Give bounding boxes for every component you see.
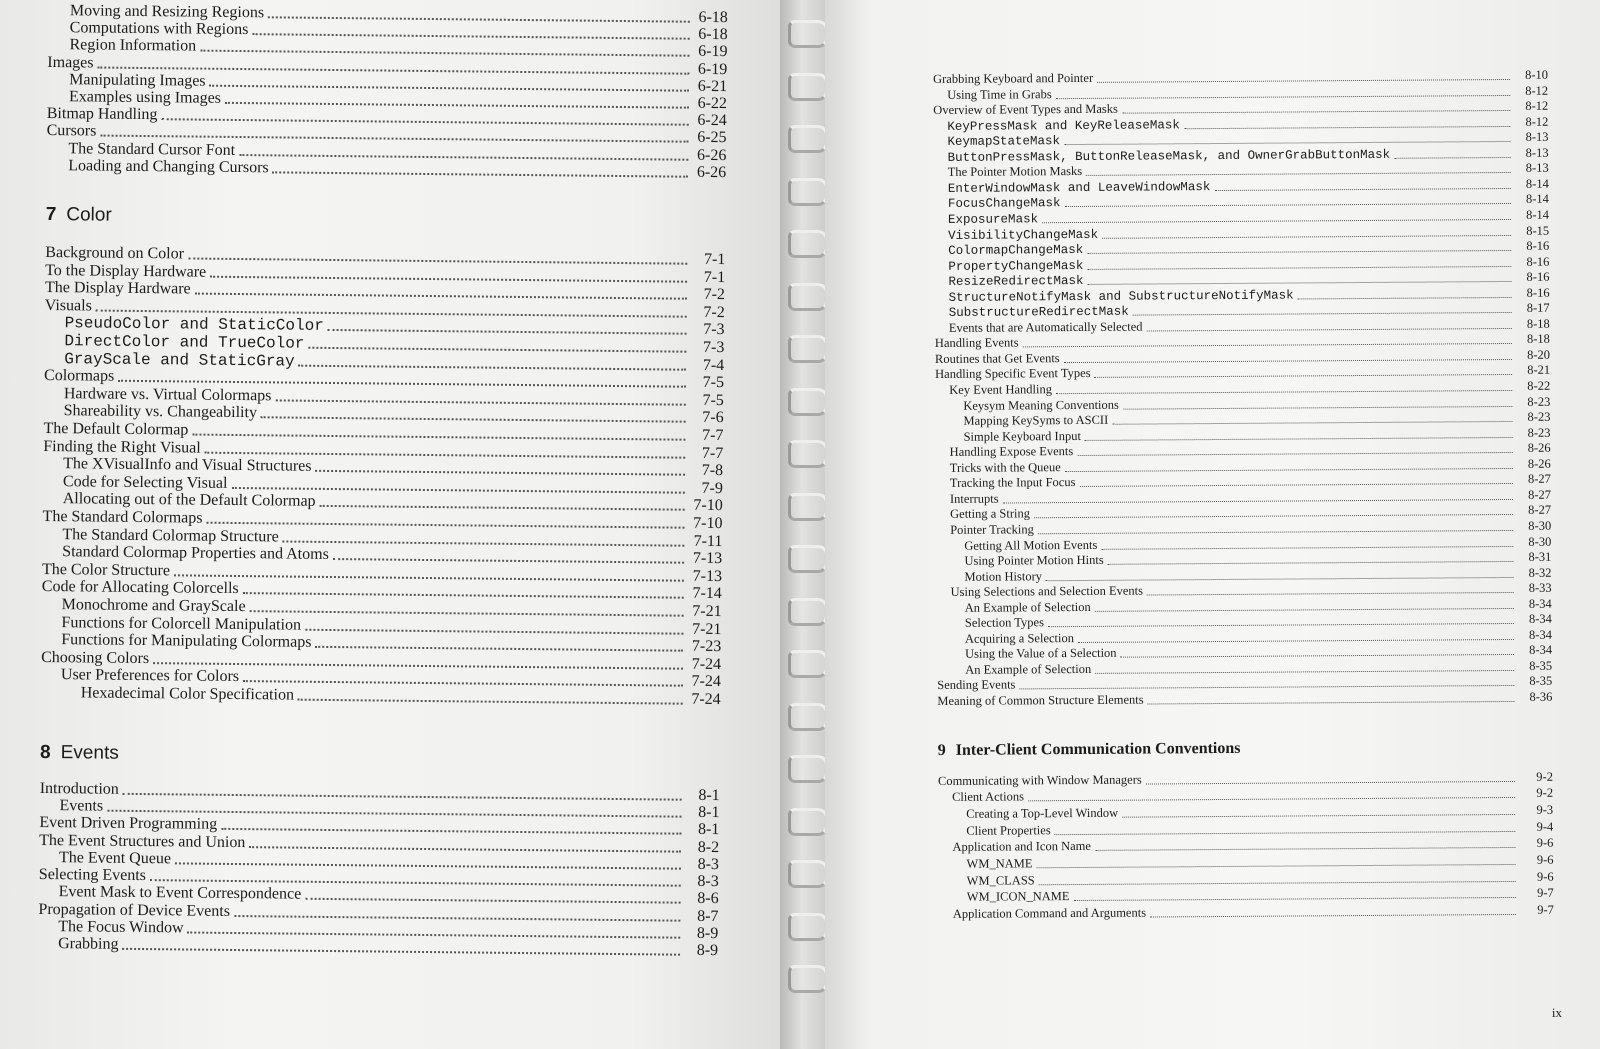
toc-entry-page: 8-13: [1525, 129, 1549, 145]
toc-entry-title: KeyPressMask and KeyReleaseMask: [947, 117, 1180, 134]
dot-leader: [1019, 685, 1514, 689]
toc-entry-title: The Standard Cursor Font: [68, 139, 236, 159]
toc-entry-page: 8-26: [1527, 456, 1551, 471]
dot-leader: [1085, 437, 1513, 441]
dot-leader: [1086, 172, 1511, 176]
toc-entry-title: Allocating out of the Default Colormap: [62, 490, 316, 511]
dot-leader: [1121, 654, 1515, 658]
dot-leader: [1101, 545, 1513, 549]
toc-entry-title: Hexadecimal Color Specification: [80, 684, 295, 704]
toc-entry-page: 7-11: [693, 532, 723, 550]
toc-entry-title: Monochrome and GrayScale: [61, 596, 246, 616]
toc-entry-page: 8-34: [1529, 643, 1553, 658]
toc-entry-page: 9-6: [1536, 852, 1554, 867]
toc-entry-page: 9-2: [1536, 785, 1554, 801]
toc-entry: [939, 903, 1554, 922]
toc-entry-title: User Preferences for Colors: [60, 666, 240, 686]
chapter-number: 7: [45, 203, 57, 226]
dot-leader: [1214, 188, 1510, 191]
toc-entry-title: Examples using Images: [68, 88, 222, 107]
dot-leader: [122, 948, 680, 956]
toc-entry-title: Shareability vs. Changeability: [63, 402, 258, 422]
toc-entry-page: 8-15: [1526, 223, 1550, 238]
dot-leader: [1147, 592, 1514, 596]
toc-entry-page: 7-6: [702, 409, 724, 427]
toc-entry-title: Application Command and Arguments: [952, 905, 1147, 922]
toc-entry-title: Using Selections and Selection Events: [950, 583, 1144, 600]
dot-leader: [1148, 701, 1515, 705]
dot-leader: [315, 646, 683, 652]
dot-leader: [1095, 374, 1513, 378]
toc-entry-page: 8-14: [1526, 207, 1550, 222]
dot-leader: [1064, 203, 1510, 207]
toc-entry-page: 8-36: [1529, 689, 1553, 704]
toc-entry-page: 8-34: [1528, 596, 1552, 611]
chapter-number: 9: [937, 741, 946, 759]
dot-leader: [1095, 847, 1515, 851]
toc-entry-page: 7-24: [691, 655, 722, 673]
toc-entry-page: 6-19: [697, 60, 728, 78]
binding-coil: [788, 125, 828, 153]
toc-entry-page: 7-8: [701, 462, 724, 480]
toc-entry-title: The Event Structures and Union: [39, 831, 246, 851]
toc-entry-title: Key Event Handling: [949, 382, 1053, 397]
toc-entry-title: Application and Icon Name: [952, 839, 1091, 855]
toc-entry-page: 8-1: [698, 786, 720, 804]
toc-entry-page: 8-16: [1526, 238, 1550, 253]
toc-entry-page: 8-27: [1527, 471, 1551, 487]
dot-leader: [1078, 639, 1514, 643]
toc-entry-page: 8-12: [1525, 114, 1549, 129]
toc-entry-title: Creating a Top-Level Window: [966, 805, 1119, 821]
dot-leader: [1056, 390, 1512, 394]
toc-entry-title: Meaning of Common Structure Elements: [937, 692, 1144, 708]
toc-entry-page: 8-16: [1526, 285, 1550, 300]
toc-entry-title: Tracking the Input Focus: [949, 475, 1076, 491]
toc-entry-page: 6-25: [697, 129, 727, 147]
toc-entry-page: 7-5: [702, 374, 725, 392]
toc-entry-title: Introduction: [39, 779, 119, 798]
dot-leader: [1077, 452, 1512, 456]
toc-entry-page: 8-2: [697, 838, 720, 856]
binding-coil: [788, 808, 828, 836]
dot-leader: [1034, 514, 1513, 518]
toc-entry-title: Keysym Meaning Conventions: [963, 397, 1119, 413]
toc-entry-page: 7-9: [701, 479, 724, 497]
dot-leader: [1023, 343, 1512, 347]
toc-entry-page: 8-7: [697, 907, 719, 925]
dot-leader: [299, 364, 687, 370]
dot-leader: [1097, 79, 1510, 83]
toc-entry-title: Choosing Colors: [41, 648, 150, 667]
toc-entry-title: Event Mask to Event Correspondence: [58, 883, 302, 904]
toc-entry-page: 7-10: [693, 514, 723, 533]
toc-entry-title: Using Time in Grabs: [947, 86, 1052, 102]
toc-entry-page: 7-2: [703, 286, 726, 304]
toc-entry-title: FocusChangeMask: [947, 196, 1061, 212]
dot-leader: [1394, 157, 1510, 159]
toc-entry-page: 7-1: [703, 268, 726, 286]
toc-entry-title: Finding the Right Visual: [43, 437, 201, 457]
toc-entry-title: To the Display Hardware: [45, 261, 207, 281]
dot-leader: [1112, 421, 1512, 425]
toc-entry-title: Communicating with Window Managers: [937, 772, 1142, 788]
toc-entry-title: Tricks with the Queue: [949, 459, 1061, 475]
toc-entry-page: 8-9: [696, 924, 719, 943]
toc-entry-title: Mapping KeySyms to ASCII: [963, 412, 1109, 428]
toc-entry: [937, 690, 1552, 709]
toc-entry-page: 9-3: [1536, 802, 1554, 817]
chapter-number: 8: [40, 741, 51, 763]
toc-entry-title: Standard Colormap Properties and Atoms: [62, 543, 329, 564]
binding-coil: [788, 913, 828, 941]
toc-entry-page: 8-30: [1528, 518, 1552, 533]
toc-entry-page: 9-2: [1536, 769, 1553, 784]
toc-entry-page: 7-24: [691, 690, 721, 709]
chapter-heading: [40, 742, 119, 765]
toc-entry-title: Handling Specific Event Types: [935, 366, 1091, 382]
dot-leader: [1108, 561, 1514, 565]
dot-leader: [305, 628, 683, 634]
toc-entry-page: 8-31: [1528, 549, 1552, 564]
dot-leader: [298, 699, 683, 705]
toc-entry-page: 8-6: [697, 890, 719, 908]
binding-coil: [788, 545, 828, 573]
dot-leader: [1055, 831, 1516, 835]
toc-entry-page: 8-35: [1529, 674, 1553, 689]
dot-leader: [1298, 297, 1512, 299]
dot-leader: [1184, 126, 1510, 129]
chapter-heading: [938, 739, 1241, 759]
toc-entry-page: 9-6: [1536, 869, 1554, 884]
binding-coil: [788, 965, 828, 993]
toc-entry-page: 8-26: [1527, 440, 1551, 456]
dot-leader: [1064, 359, 1512, 363]
toc-entry-page: 8-27: [1527, 487, 1552, 502]
toc-entry-page: 8-16: [1526, 254, 1550, 269]
dot-leader: [1064, 141, 1510, 145]
toc-entry-page: 8-17: [1526, 300, 1550, 316]
page-number: ix: [1551, 1005, 1562, 1020]
chapter-title: Color: [66, 204, 112, 226]
toc-entry-title: Cursors: [46, 122, 97, 140]
toc-entry-page: 7-10: [693, 497, 723, 515]
dot-leader: [1037, 864, 1516, 868]
toc-entry-title: PseudoColor and StaticColor: [64, 314, 324, 336]
toc-entry-page: 6-24: [697, 111, 727, 130]
dot-leader: [308, 347, 686, 353]
toc-entry-title: Using Pointer Motion Hints: [964, 552, 1104, 568]
toc-entry-title: WM_NAME: [966, 856, 1033, 871]
toc-entry-title: VisibilityChangeMask: [948, 227, 1099, 243]
toc-entry-page: 7-3: [703, 321, 725, 339]
toc-entry-page: 7-23: [691, 637, 722, 656]
toc-right-column: [933, 67, 1554, 922]
dot-leader: [1048, 623, 1514, 627]
toc-entry-page: 9-7: [1537, 902, 1554, 917]
toc-entry-page: 8-14: [1525, 176, 1549, 191]
dot-leader: [1074, 897, 1516, 901]
toc-entry-page: 8-32: [1528, 565, 1552, 580]
toc-entry-title: Hardware vs. Virtual Colormaps: [63, 384, 272, 405]
toc-entry-page: 8-34: [1528, 611, 1552, 627]
toc-entry-page: 8-13: [1525, 145, 1549, 160]
toc-entry-title: Code for Selecting Visual: [62, 472, 228, 492]
toc-entry-title: Visuals: [44, 296, 92, 315]
toc-left-column: [38, 0, 728, 960]
toc-entry-title: WM_CLASS: [966, 873, 1035, 888]
chapter-title: Inter-Client Communication Conventions: [955, 739, 1241, 759]
toc-entry-title: WM_ICON_NAME: [966, 889, 1070, 905]
toc-entry-title: The Color Structure: [41, 560, 171, 580]
toc-entry-page: 8-9: [696, 942, 719, 960]
dot-leader: [333, 558, 684, 564]
dot-leader: [1056, 95, 1510, 99]
toc-entry-title: Functions for Manipulating Colormaps: [61, 631, 312, 651]
toc-entry-page: 8-23: [1527, 394, 1551, 409]
dot-leader: [1122, 110, 1510, 114]
toc-entry-page: 8-10: [1525, 67, 1549, 82]
toc-entry-page: 8-13: [1525, 161, 1549, 176]
toc-entry-title: Grabbing: [58, 935, 119, 954]
toc-entry-title: The Standard Colormaps: [42, 507, 203, 527]
binding-coil: [788, 440, 828, 468]
toc-entry-page: 8-22: [1527, 378, 1551, 393]
toc-entry-page: 7-7: [701, 444, 724, 462]
dot-leader: [1102, 234, 1511, 238]
toc-entry-title: Region Information: [69, 36, 197, 55]
dot-leader: [1042, 219, 1511, 223]
toc-entry-title: An Example of Selection: [965, 661, 1092, 677]
binding-coil: [788, 178, 828, 206]
toc-entry-page: 6-21: [697, 77, 728, 95]
toc-entry-page: 8-30: [1528, 534, 1552, 549]
dot-leader: [1088, 281, 1512, 285]
toc-entry-title: Bitmap Handling: [46, 105, 158, 124]
toc-entry-page: 8-23: [1527, 409, 1551, 424]
dot-leader: [1095, 670, 1514, 674]
toc-entry-page: 6-26: [696, 163, 727, 181]
toc-entry-title: KeymapStateMask: [947, 134, 1061, 150]
toc-entry-title: The Pointer Motion Masks: [947, 164, 1083, 180]
dot-leader: [328, 329, 687, 335]
toc-entry-title: DirectColor and TrueColor: [64, 332, 305, 353]
toc-entry-title: Getting All Motion Events: [964, 537, 1098, 553]
toc-entry-title: Propagation of Device Events: [38, 900, 231, 920]
dot-leader: [1146, 781, 1515, 785]
toc-entry-title: Colormaps: [43, 367, 115, 385]
dot-leader: [1065, 468, 1513, 472]
chapter-title: Events: [60, 741, 119, 764]
toc-entry-page: 7-3: [702, 338, 725, 357]
toc-entry-page: 7-21: [692, 620, 722, 638]
toc-entry-title: Getting a String: [950, 506, 1030, 522]
toc-entry-page: 8-23: [1527, 425, 1551, 440]
toc-entry-page: 7-24: [691, 673, 721, 691]
toc-entry-title: Handling Expose Events: [949, 444, 1074, 460]
dot-leader: [1039, 881, 1516, 885]
right-page: [825, 0, 1600, 1049]
toc-entry-page: 8-3: [697, 872, 719, 891]
toc-entry-page: 6-26: [696, 146, 727, 164]
toc-entry-title: Client Properties: [966, 822, 1051, 838]
toc-entry-page: 8-1: [697, 821, 720, 839]
toc-entry-title: Sending Events: [937, 677, 1016, 693]
toc-entry-page: 9-4: [1536, 819, 1554, 834]
toc-entry-page: 9-7: [1537, 886, 1554, 901]
binding-coil: [788, 493, 828, 521]
dot-leader: [1146, 328, 1511, 332]
toc-entry-title: EnterWindowMask and LeaveWindowMask: [947, 179, 1211, 196]
toc-entry-title: Acquiring a Selection: [964, 630, 1075, 646]
toc-entry-page: 7-2: [703, 303, 725, 321]
toc-entry-title: The Standard Colormap Structure: [62, 525, 279, 546]
dot-leader: [1122, 814, 1515, 818]
binding-coil: [788, 598, 828, 626]
toc-entry-title: Client Actions: [952, 789, 1024, 805]
toc-entry-title: Motion History: [964, 568, 1043, 584]
toc-entry-title: Functions for Colorcell Manipulation: [61, 613, 302, 634]
dot-leader: [315, 470, 685, 476]
dot-leader: [273, 171, 689, 177]
toc-entry-title: GrayScale and StaticGray: [64, 349, 295, 371]
toc-entry-title: SubstructureRedirectMask: [948, 304, 1129, 321]
toc-entry-title: Selection Types: [964, 615, 1044, 631]
toc-entry-title: Images: [47, 53, 94, 72]
binding-coil: [788, 283, 828, 311]
toc-entry-page: 8-18: [1526, 332, 1550, 347]
toc-entry-title: Overview of Event Types and Masks: [933, 101, 1118, 118]
left-page: [0, 0, 790, 1049]
binding-coil: [788, 388, 828, 416]
toc-entry-page: 7-14: [692, 585, 722, 603]
toc-entry-title: StructureNotifyMask and SubstructureNotifyMask: [948, 288, 1294, 305]
toc-entry-page: 8-14: [1525, 192, 1549, 207]
toc-entry-page: 7-13: [692, 567, 723, 585]
toc-entry-title: An Example of Selection: [964, 599, 1091, 615]
dot-leader: [1123, 406, 1512, 410]
toc-entry-title: Using the Value of a Selection: [965, 646, 1117, 662]
toc-entry-title: PropertyChangeMask: [948, 258, 1084, 274]
dot-leader: [1150, 914, 1516, 918]
toc-entry-page: 8-16: [1526, 269, 1550, 285]
dot-leader: [1079, 483, 1512, 487]
toc-entry-title: Simple Keyboard Input: [963, 428, 1081, 444]
toc-entry-page: 6-18: [698, 26, 728, 44]
toc-entry-title: Loading and Changing Cursors: [68, 157, 269, 177]
toc-entry-page: 7-5: [702, 391, 724, 409]
toc-entry-title: Grabbing Keyboard and Pointer: [933, 70, 1094, 86]
toc-entry-title: The XVisualInfo and Visual Structures: [63, 455, 312, 475]
toc-entry-page: 7-13: [692, 549, 723, 568]
toc-entry-page: 8-35: [1529, 658, 1553, 673]
toc-entry-page: 6-19: [698, 43, 728, 61]
dot-leader: [1133, 312, 1512, 316]
binding-coil: [788, 20, 828, 48]
toc-entry-page: 8-21: [1527, 363, 1551, 378]
toc-entry-page: 8-12: [1525, 83, 1549, 98]
toc-entry-title: Code for Allocating Colorcells: [41, 578, 239, 598]
chapter-heading: [46, 204, 112, 227]
toc-entry-title: Handling Events: [934, 335, 1019, 351]
toc-entry-page: 8-18: [1526, 316, 1550, 331]
toc-entry-title: Computations with Regions: [69, 19, 249, 39]
dot-leader: [1087, 266, 1511, 270]
toc-entry-title: Event Driven Programming: [39, 814, 218, 834]
toc-entry-title: Selecting Events: [38, 866, 147, 885]
toc-entry-title: ButtonPressMask, ButtonReleaseMask, and OwnerGrabButtonMask: [947, 147, 1391, 165]
binding-coil: [788, 335, 828, 363]
toc-entry-title: Events: [59, 797, 104, 815]
binding-coil: [788, 860, 828, 888]
toc-entry-title: Background on Color: [45, 243, 185, 263]
toc-entry-title: The Default Colormap: [43, 419, 189, 439]
binding-coil: [788, 230, 828, 258]
toc-entry-page: 8-12: [1525, 98, 1549, 113]
toc-entry-title: Moving and Resizing Regions: [69, 2, 265, 22]
toc-entry-title: The Display Hardware: [44, 279, 191, 298]
toc-entry-page: 8-33: [1528, 580, 1552, 595]
toc-entry-title: ResizeRedirectMask: [948, 274, 1084, 290]
dot-leader: [1087, 250, 1511, 254]
dot-leader: [320, 505, 685, 511]
toc-entry-page: 8-1: [698, 803, 720, 821]
toc-entry-page: 8-3: [697, 855, 720, 873]
toc-entry-title: The Event Queue: [58, 848, 172, 868]
toc-entry-page: 6-22: [697, 94, 728, 113]
toc-entry-page: 7-21: [692, 602, 722, 621]
toc-entry-title: Interrupts: [949, 491, 999, 506]
toc-entry-title: Routines that Get Events: [934, 351, 1060, 366]
toc-entry-page: 8-20: [1527, 347, 1551, 362]
toc-entry-page: 7-1: [703, 250, 726, 269]
toc-entry-page: 8-34: [1528, 627, 1552, 642]
toc-entry-title: Manipulating Images: [69, 71, 206, 90]
toc-entry-page: 7-4: [702, 356, 725, 374]
binding-coil: [788, 73, 828, 101]
toc-entry-title: ColormapChangeMask: [948, 243, 1084, 258]
toc-entry-title: ExposureMask: [947, 212, 1039, 227]
binding-coil: [788, 755, 828, 783]
dot-leader: [1003, 499, 1513, 504]
toc-entry-page: 8-27: [1528, 503, 1552, 518]
toc-entry-page: 7-7: [702, 426, 724, 445]
toc-entry-page: 9-6: [1536, 836, 1554, 851]
dot-leader: [1095, 608, 1514, 612]
toc-entry-page: 6-18: [698, 8, 728, 27]
toc-entry-title: Pointer Tracking: [950, 522, 1034, 537]
binding-coil: [788, 650, 828, 678]
dot-leader: [1046, 577, 1514, 581]
toc-entry-title: The Focus Window: [58, 918, 184, 937]
dot-leader: [1028, 797, 1515, 801]
toc-entry-title: Events that are Automatically Selected: [948, 319, 1143, 335]
binding-coil: [788, 703, 828, 731]
dot-leader: [1038, 530, 1513, 534]
